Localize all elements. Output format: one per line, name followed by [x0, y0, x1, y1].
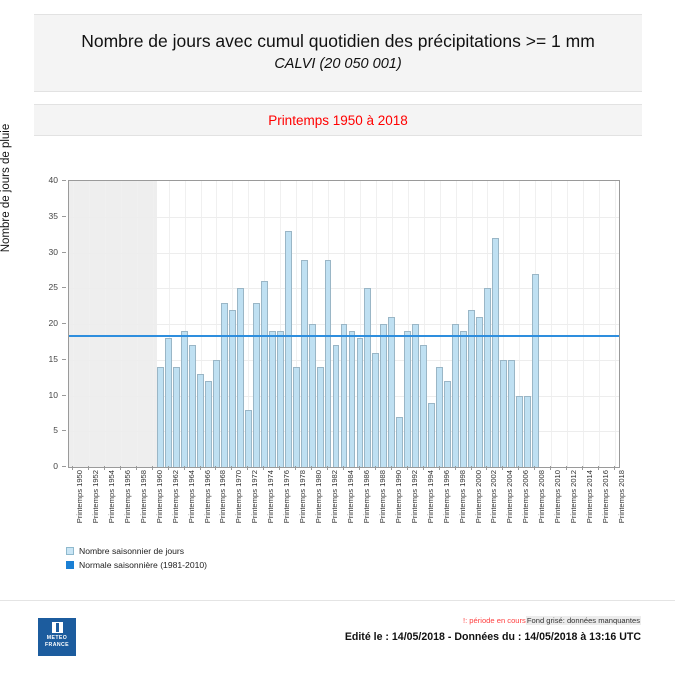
x-label-1998: Printemps 1998	[457, 470, 467, 524]
footer-notes	[463, 616, 641, 625]
y-axis-ticks	[0, 175, 66, 471]
bar-1982[interactable]	[325, 260, 332, 467]
bar-1969[interactable]	[221, 303, 228, 467]
bar-1968[interactable]	[213, 360, 220, 467]
bar-1984[interactable]	[341, 324, 348, 467]
x-label-1986: Printemps 1986	[361, 470, 371, 524]
y-tick-mark	[62, 287, 66, 288]
x-tick-mark	[279, 466, 280, 470]
legend-swatch-icon	[66, 547, 74, 555]
note-missing-data: Fond grisé: données manquantes	[526, 616, 640, 625]
gridline-horizontal	[69, 217, 619, 218]
bar-2004[interactable]	[500, 360, 507, 467]
period-block	[34, 104, 642, 136]
bar-1971[interactable]	[237, 288, 244, 467]
bar-1970[interactable]	[229, 310, 236, 467]
y-tick-label-0: 0	[53, 461, 58, 471]
normal-reference-line	[69, 335, 619, 337]
x-label-1960: Printemps 1960	[154, 470, 164, 524]
station-subtitle: CALVI (20 050 001)	[274, 56, 402, 72]
x-tick-mark	[502, 466, 503, 470]
x-tick-mark	[534, 466, 535, 470]
x-tick-mark	[614, 466, 615, 470]
bar-1983[interactable]	[333, 345, 340, 467]
bar-2000[interactable]	[468, 310, 475, 467]
bar-1975[interactable]	[269, 331, 276, 467]
bar-1963[interactable]	[173, 367, 180, 467]
legend-label-seasonal: Nombre saisonnier de jours	[79, 546, 185, 556]
x-label-1992: Printemps 1992	[409, 470, 419, 524]
x-tick-mark	[72, 466, 73, 470]
legend-label-normal: Normale saisonnière (1981-2010)	[79, 560, 208, 570]
x-label-1968: Printemps 1968	[218, 470, 228, 524]
x-label-1958: Printemps 1958	[138, 470, 148, 524]
x-tick-mark	[263, 466, 264, 470]
x-tick-mark	[439, 466, 440, 470]
chart-container	[0, 123, 675, 580]
x-label-1982: Printemps 1982	[330, 470, 340, 524]
bar-1965[interactable]	[189, 345, 196, 467]
bar-1973[interactable]	[253, 303, 260, 467]
x-label-1956: Printemps 1956	[122, 470, 132, 524]
x-tick-mark	[359, 466, 360, 470]
edit-timestamp: Edité le : 14/05/2018 - Données du : 14/05/2018 à 13:16 UTC	[344, 631, 641, 643]
x-label-1964: Printemps 1964	[186, 470, 196, 524]
bar-1974[interactable]	[261, 281, 268, 467]
x-tick-mark	[295, 466, 296, 470]
y-tick-mark	[62, 466, 66, 467]
logo-line-2: FRANCE	[44, 641, 69, 648]
bar-1979[interactable]	[301, 260, 308, 467]
bar-1972[interactable]	[245, 410, 252, 467]
x-label-1950: Printemps 1950	[74, 470, 84, 524]
y-tick-mark	[62, 395, 66, 396]
bar-1994[interactable]	[420, 345, 427, 467]
y-tick-mark	[62, 252, 66, 253]
x-label-1954: Printemps 1954	[106, 470, 116, 524]
x-label-1996: Printemps 1996	[441, 470, 451, 524]
x-tick-mark	[455, 466, 456, 470]
bar-1966[interactable]	[197, 374, 204, 467]
x-label-1976: Printemps 1976	[282, 470, 292, 524]
bar-2005[interactable]	[508, 360, 515, 467]
bar-1964[interactable]	[181, 331, 188, 467]
bar-1978[interactable]	[293, 367, 300, 467]
x-label-2000: Printemps 2000	[473, 470, 483, 524]
x-tick-mark	[486, 466, 487, 470]
x-label-1978: Printemps 1978	[298, 470, 308, 524]
x-tick-mark	[184, 466, 185, 470]
x-tick-mark	[104, 466, 105, 470]
x-tick-mark	[168, 466, 169, 470]
y-tick-label-10: 10	[48, 389, 58, 400]
chart-legend	[66, 545, 207, 573]
x-label-1988: Printemps 1988	[377, 470, 387, 524]
y-tick-mark	[62, 216, 66, 217]
x-tick-mark	[247, 466, 248, 470]
bar-2002[interactable]	[484, 288, 491, 467]
y-tick-label-5: 5	[53, 425, 58, 436]
x-tick-mark	[598, 466, 599, 470]
x-tick-mark	[407, 466, 408, 470]
x-tick-mark	[423, 466, 424, 470]
legend-item-seasonal	[66, 545, 207, 557]
legend-swatch-icon	[66, 561, 74, 569]
plot-area	[68, 180, 620, 468]
x-tick-mark	[343, 466, 344, 470]
logo-line-1: METEO	[46, 635, 68, 641]
x-tick-mark	[375, 466, 376, 470]
x-tick-mark	[152, 466, 153, 470]
bar-2008[interactable]	[532, 274, 539, 467]
y-tick-label-35: 35	[48, 210, 58, 221]
x-tick-mark	[215, 466, 216, 470]
x-label-1990: Printemps 1990	[393, 470, 403, 524]
x-tick-mark	[582, 466, 583, 470]
bar-1992[interactable]	[404, 331, 411, 467]
bar-1976[interactable]	[277, 331, 284, 467]
bar-1961[interactable]	[157, 367, 164, 467]
legend-item-normal	[66, 559, 207, 571]
bar-1962[interactable]	[165, 338, 172, 467]
x-label-1984: Printemps 1984	[346, 470, 355, 524]
x-label-2008: Printemps 2008	[537, 470, 547, 524]
x-label-2004: Printemps 2004	[505, 470, 515, 524]
bar-2003[interactable]	[492, 238, 499, 467]
x-tick-mark	[518, 466, 519, 470]
x-label-2016: Printemps 2016	[601, 470, 611, 524]
x-label-1966: Printemps 1966	[202, 470, 212, 524]
bar-1981[interactable]	[317, 367, 324, 467]
x-tick-mark	[471, 466, 472, 470]
x-label-1972: Printemps 1972	[250, 470, 260, 524]
x-label-2018: Printemps 2018	[617, 470, 626, 524]
x-label-2014: Printemps 2014	[585, 470, 595, 524]
bar-2007[interactable]	[524, 396, 531, 468]
meteo-france-logo	[38, 618, 76, 656]
bar-1999[interactable]	[460, 331, 467, 467]
x-tick-mark	[391, 466, 392, 470]
x-label-2012: Printemps 2012	[569, 470, 579, 524]
bar-1987[interactable]	[364, 288, 371, 467]
y-axis-title: Nombre de jours de pluie	[0, 123, 12, 253]
y-tick-label-25: 25	[48, 282, 58, 293]
bar-1990[interactable]	[388, 317, 395, 467]
x-tick-mark	[311, 466, 312, 470]
bar-1977[interactable]	[285, 231, 292, 467]
bar-1967[interactable]	[205, 381, 212, 467]
bar-1998[interactable]	[452, 324, 459, 467]
x-tick-mark	[120, 466, 121, 470]
y-tick-mark	[62, 180, 66, 181]
period-label: Printemps 1950 à 2018	[268, 113, 408, 128]
bar-1988[interactable]	[372, 353, 379, 467]
x-tick-mark	[550, 466, 551, 470]
x-tick-mark	[231, 466, 232, 470]
y-tick-mark	[62, 323, 66, 324]
bar-1993[interactable]	[412, 324, 419, 467]
bar-1980[interactable]	[309, 324, 316, 467]
y-tick-mark	[62, 430, 66, 431]
x-label-1994: Printemps 1994	[425, 470, 435, 524]
footer-divider	[0, 600, 675, 601]
x-label-1974: Printemps 1974	[266, 470, 276, 524]
y-tick-label-30: 30	[48, 246, 58, 257]
y-tick-label-20: 20	[48, 318, 58, 328]
meteo-france-glyph-icon	[52, 622, 63, 633]
page-title: Nombre de jours avec cumul quotidien des précipitations >= 1 mm	[81, 31, 595, 51]
x-tick-mark	[88, 466, 89, 470]
gridline-horizontal	[69, 253, 619, 254]
x-tick-mark	[327, 466, 328, 470]
y-tick-label-40: 40	[48, 175, 58, 185]
x-label-1962: Printemps 1962	[170, 470, 180, 524]
y-tick-mark	[62, 359, 66, 360]
x-label-2006: Printemps 2006	[521, 470, 531, 524]
y-tick-label-15: 15	[48, 353, 58, 364]
title-block	[34, 14, 642, 92]
x-tick-mark	[200, 466, 201, 470]
bar-1989[interactable]	[380, 324, 387, 467]
bar-1997[interactable]	[444, 381, 451, 467]
x-label-1980: Printemps 1980	[314, 470, 324, 524]
x-tick-mark	[136, 466, 137, 470]
x-tick-mark	[566, 466, 567, 470]
bar-1986[interactable]	[357, 338, 364, 467]
note-current-period: !: période en cours	[462, 616, 526, 625]
x-label-2002: Printemps 2002	[489, 470, 499, 524]
x-label-2010: Printemps 2010	[553, 470, 563, 524]
bar-1995[interactable]	[428, 403, 435, 467]
bar-2001[interactable]	[476, 317, 483, 467]
bar-1991[interactable]	[396, 417, 403, 467]
bar-1985[interactable]	[349, 331, 356, 467]
x-label-1952: Printemps 1952	[90, 470, 100, 524]
bar-2006[interactable]	[516, 396, 523, 468]
x-label-1970: Printemps 1970	[234, 470, 244, 524]
bar-1996[interactable]	[436, 367, 443, 467]
